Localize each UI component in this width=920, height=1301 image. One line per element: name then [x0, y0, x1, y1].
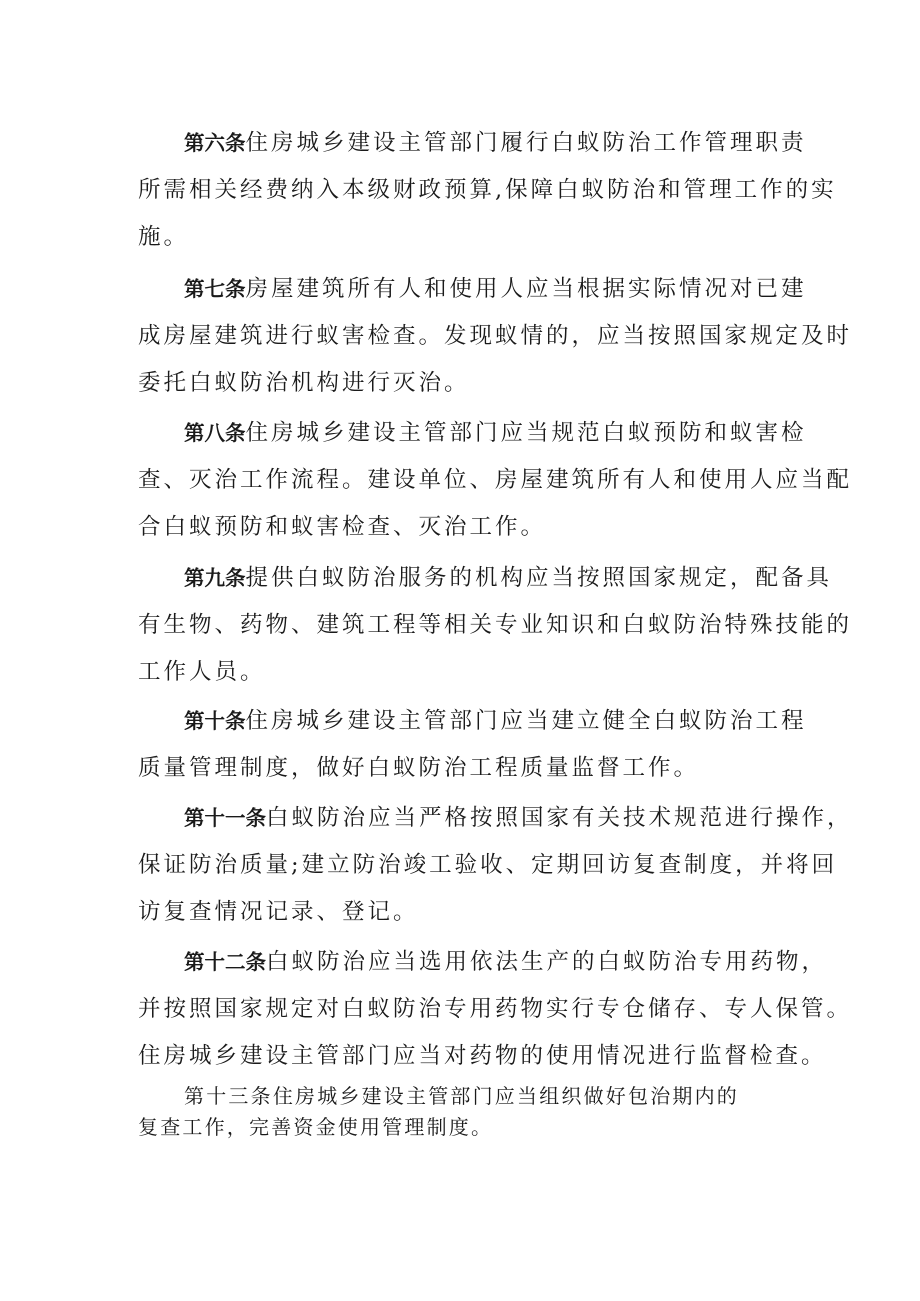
article-9-line-1 — [138, 555, 833, 602]
article-7-line-3: 委托白蚁防治机构进行灭治。 — [138, 370, 470, 396]
article-9 — [138, 555, 853, 696]
article-6-line-1 — [138, 120, 807, 167]
article-11-label: 第十一条 — [184, 806, 266, 830]
article-7-line-1 — [138, 266, 807, 313]
article-8-line-1 — [138, 410, 807, 457]
article-10-label: 第十条 — [184, 709, 246, 733]
article-9-label: 第九条 — [184, 566, 246, 590]
article-10-line-1 — [138, 698, 807, 745]
article-7 — [138, 266, 853, 407]
article-11 — [138, 795, 853, 936]
article-9-text-1: 提供白蚁防治服务的机构应当按照国家规定，配备具 — [245, 565, 833, 591]
article-13 — [138, 1081, 788, 1143]
article-13-line-1 — [138, 1081, 788, 1112]
article-6 — [138, 120, 837, 261]
article-12-line-2: 并按照国家规定对白蚁防治专用药物实行专仓储存、专人保管。 — [138, 996, 853, 1022]
article-13-label: 第十三条 — [184, 1084, 273, 1108]
article-13-line-2: 复查工作，完善资金使用管理制度。 — [138, 1115, 494, 1139]
article-7-label: 第七条 — [184, 277, 246, 301]
article-7-line-2: 成房屋建筑进行蚁害检查。发现蚁情的，应当按照国家规定及时 — [138, 323, 853, 349]
article-8 — [138, 410, 853, 551]
article-12 — [138, 939, 853, 1080]
article-8-line-2: 查、灭治工作流程。建设单位、房屋建筑所有人和使用人应当配 — [138, 467, 853, 493]
article-8-text-1: 住房城乡建设主管部门应当规范白蚁预防和蚁害检 — [245, 420, 807, 446]
article-11-line-1 — [138, 795, 853, 842]
article-13-text-1: 住房城乡建设主管部门应当组织做好包治期内的 — [272, 1084, 740, 1108]
article-6-text-1: 住房城乡建设主管部门履行白蚁防治工作管理职责 — [245, 130, 807, 156]
article-11-line-3: 访复查情况记录、登记。 — [138, 899, 419, 925]
article-9-line-3: 工作人员。 — [138, 659, 266, 685]
article-6-line-2: 所需相关经费纳入本级财政预算,保障白蚁防治和管理工作的实 — [138, 177, 837, 203]
article-12-text-1: 白蚁防治应当选用依法生产的白蚁防治专用药物， — [266, 949, 828, 975]
article-12-line-3: 住房城乡建设主管部门应当对药物的使用情况进行监督检查。 — [138, 1043, 827, 1069]
article-11-text-1: 白蚁防治应当严格按照国家有关技术规范进行操作， — [266, 805, 853, 831]
article-8-label: 第八条 — [184, 421, 246, 445]
article-7-text-1: 房屋建筑所有人和使用人应当根据实际情况对已建 — [245, 276, 807, 302]
article-11-line-2: 保证防治质量;建立防治竣工验收、定期回访复查制度，并将回 — [138, 852, 838, 878]
article-10-line-2: 质量管理制度，做好白蚁防治工程质量监督工作。 — [138, 755, 700, 781]
article-12-line-1 — [138, 939, 828, 986]
article-9-line-2: 有生物、药物、建筑工程等相关专业知识和白蚁防治特殊技能的 — [138, 612, 853, 638]
article-10-text-1: 住房城乡建设主管部门应当建立健全白蚁防治工程 — [245, 708, 807, 734]
article-6-label: 第六条 — [184, 131, 246, 155]
article-12-label: 第十二条 — [184, 950, 266, 974]
article-10 — [138, 698, 807, 792]
article-8-line-3: 合白蚁预防和蚁害检查、灭治工作。 — [138, 514, 547, 540]
article-6-line-3: 施。 — [138, 224, 190, 250]
